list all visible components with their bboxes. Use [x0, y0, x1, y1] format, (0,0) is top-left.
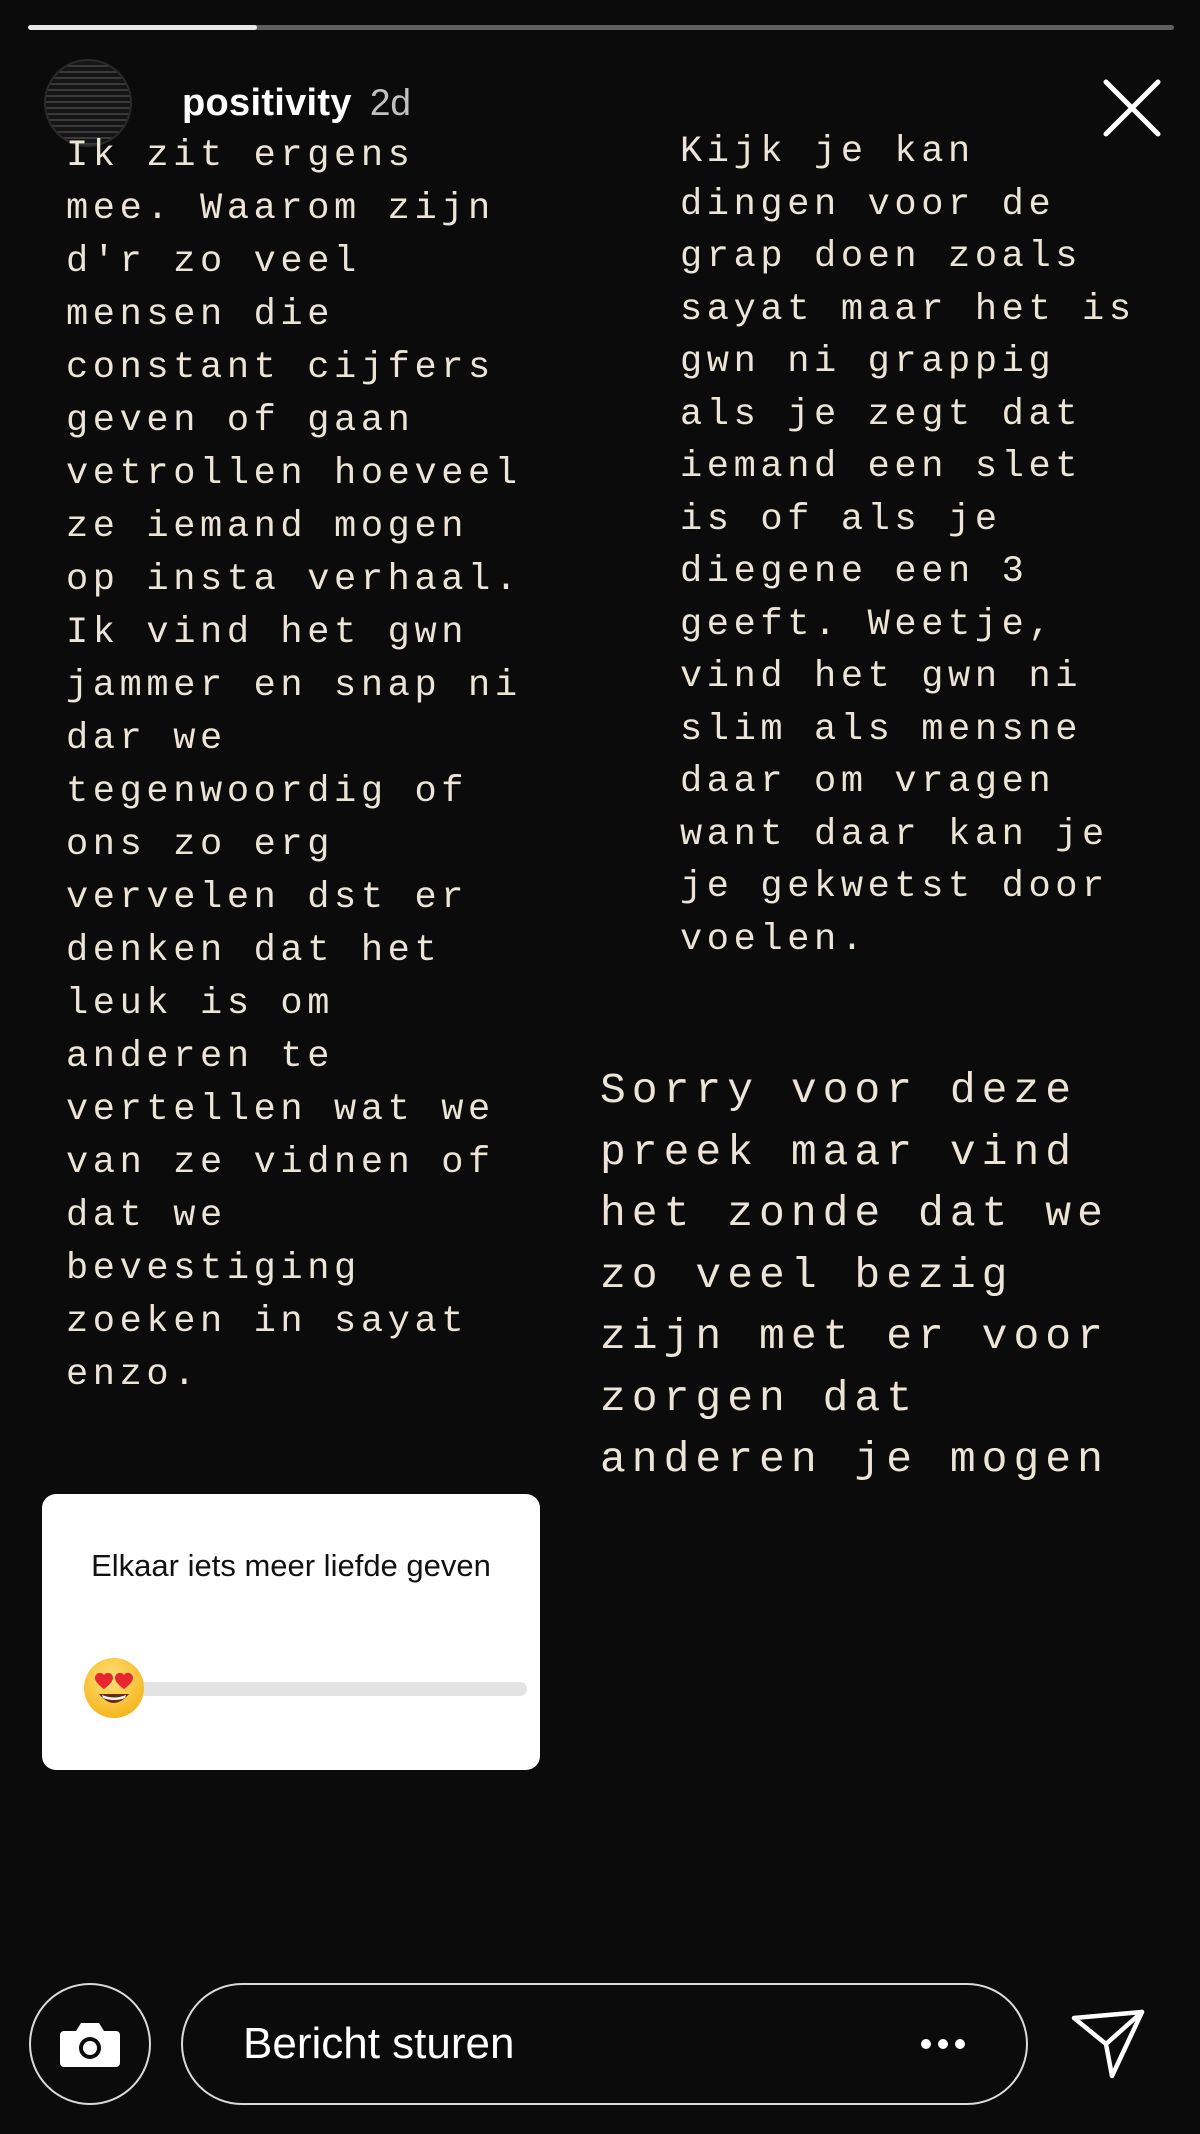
username[interactable]: positivity — [182, 81, 352, 124]
send-icon[interactable] — [1068, 2004, 1148, 2084]
story-progress-bar — [28, 25, 1174, 30]
emoji-slider-sticker[interactable] — [42, 1494, 540, 1770]
slider-track[interactable] — [112, 1682, 527, 1696]
message-input[interactable] — [181, 1983, 1028, 2105]
message-placeholder: Bericht sturen — [243, 2019, 515, 2068]
heart-eyes-emoji-icon[interactable] — [82, 1656, 146, 1720]
camera-icon[interactable] — [29, 1983, 151, 2105]
story-time-ago: 2d — [369, 82, 411, 123]
slider-question: Elkaar iets meer liefde geven — [91, 1548, 491, 1583]
story-text-right-column: Kijk je kan dingen voor de grap doen zoals sayat maar het is gwn ni grappig als je zegt dat iemand een slet is of als je diegene een 3 geeft. Weetje, vind het gwn ni slim als mensne daar om vragen want daar kan je je gekwetst door voelen. — [680, 131, 1136, 961]
more-dots-icon[interactable] — [920, 2033, 966, 2055]
story-text-closing: Sorry voor deze preek maar vind het zonde dat we zo veel bezig zijn met er voor zorgen dat anderen je mogen — [600, 1066, 1109, 1484]
story-text-left-column: Ik zit ergens mee. Waarom zijn d'r zo veel mensen die constant cijfers geven of gaan vetrollen hoeveel ze iemand mogen op insta verhaal. Ik vind het gwn jammer en snap ni dar we tegenwoordig of ons zo erg vervelen dst er denken dat het leuk is om anderen te vertellen wat we van ze vidnen of dat we bevestiging zoeken in sayat enzo. — [66, 135, 522, 1396]
story-progress-fill — [28, 25, 257, 30]
